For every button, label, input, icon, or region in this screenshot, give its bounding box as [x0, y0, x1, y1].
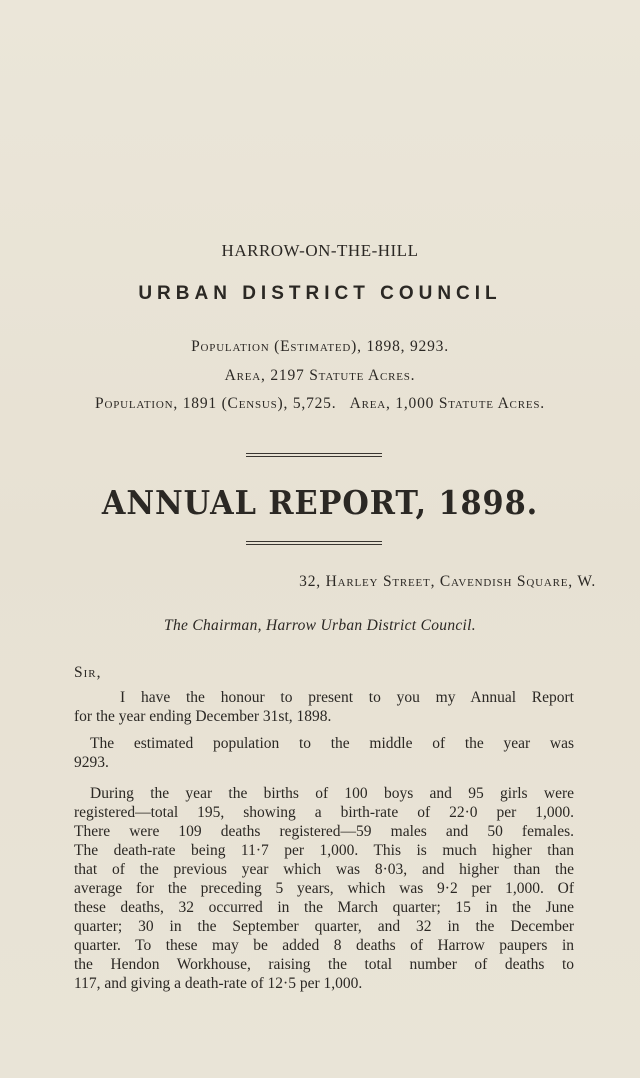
- paragraph-line: There were 109 deaths registered—59 males and 50 females.: [74, 823, 574, 840]
- paragraph-line: I have the honour to present to you my Annual Report: [120, 689, 574, 706]
- paragraph-births-deaths: [74, 784, 574, 993]
- paragraph-line: for the year ending December 31st, 1898.: [74, 708, 332, 725]
- paragraph-intro: [74, 688, 574, 726]
- divider-rule-top: [246, 453, 382, 457]
- report-title: ANNUAL REPORT, 1898.: [101, 483, 539, 522]
- addressee-line: The Chairman, Harrow Urban District Council.: [164, 617, 476, 634]
- paragraph-line: quarter. To these may be added 8 deaths of Harrow paupers in: [74, 937, 574, 954]
- paragraph-line: The estimated population to the middle of the year was: [90, 735, 574, 752]
- town-heading: HARROW-ON-THE-HILL: [221, 241, 419, 260]
- salutation: Sir,: [74, 664, 102, 681]
- paragraph-line: The death-rate being 11·7 per 1,000. This is much higher than: [74, 842, 574, 859]
- population-census: Population, 1891 (Census), 5,725. Area, 1,000 Statute Acres.: [95, 395, 545, 412]
- area-statement: Area, 2197 Statute Acres.: [224, 367, 416, 384]
- paragraph-line: quarter; 30 in the September quarter, and 32 in the December: [74, 918, 574, 935]
- paragraph-line: registered—total 195, showing a birth-rate of 22·0 per 1,000.: [74, 804, 574, 821]
- paragraph-line: that of the previous year which was 8·03, and higher than the: [74, 861, 574, 878]
- paragraph-line: 117, and giving a death-rate of 12·5 per 1,000.: [74, 975, 363, 992]
- paragraph-line: these deaths, 32 occurred in the March quarter; 15 in the June: [74, 899, 574, 916]
- population-estimated: Population (Estimated), 1898, 9293.: [191, 338, 449, 355]
- divider-rule-bottom: [246, 541, 382, 545]
- paragraph-line: 9293.: [74, 754, 109, 771]
- paragraph-line: the Hendon Workhouse, raising the total number of deaths to: [74, 956, 574, 973]
- council-heading: URBAN DISTRICT COUNCIL: [138, 283, 502, 304]
- paragraph-population: [74, 734, 574, 772]
- paragraph-line: average for the preceding 5 years, which was 9·2 per 1,000. Of: [74, 880, 574, 897]
- sender-address: 32, Harley Street, Cavendish Square, W.: [299, 573, 596, 590]
- paragraph-line: During the year the births of 100 boys and 95 girls were: [90, 785, 574, 802]
